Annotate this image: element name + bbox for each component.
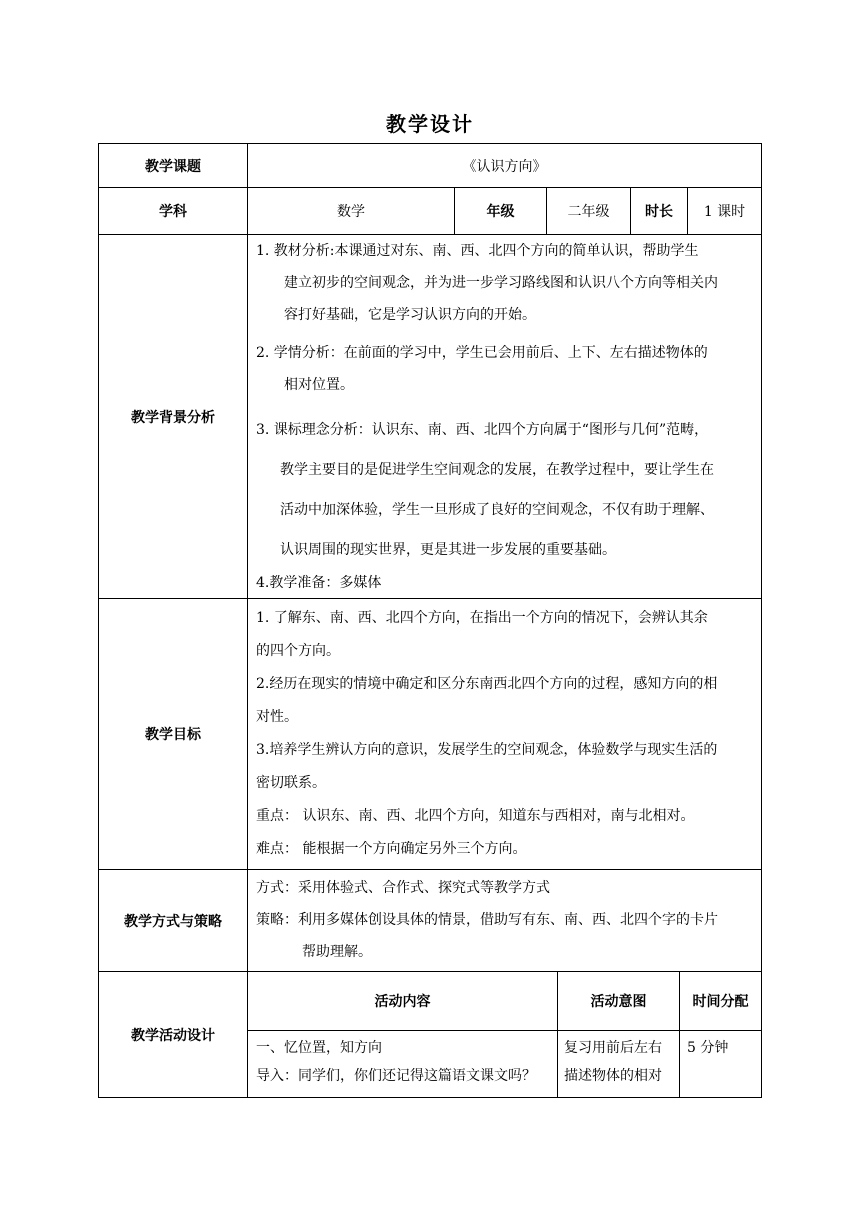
key-point: 重点： 认识东、南、西、北四个方向，知道东与西相对，南与北相对。 [256,808,695,824]
background-item-1-line: 1. 教材分析:本课通过对东、南、西、北四个方向的简单认识，帮助学生 [256,243,699,259]
background-item-2-line: 2. 学情分析：在前面的学习中，学生已会用前后、上下、左右描述物体的 [256,345,708,361]
objectives-line: 的四个方向。 [256,643,340,659]
table-rule [247,1030,762,1031]
objectives-list [256,602,717,866]
grade-value: 二年级 [567,204,610,220]
activity-intent-line: 复习用前后左右 [564,1040,662,1056]
objectives-line: 对性。 [256,709,298,725]
document-title: 教学设计 [386,112,474,136]
activity-content-line: 导入：同学们，你们还记得这篇语文课文吗？ [256,1068,536,1084]
table-rule [247,143,248,1098]
background-item-2-line: 相对位置。 [284,377,354,393]
col-header-intent: 活动意图 [590,994,647,1010]
duration-value: 1 课时 [703,204,746,220]
activities-label: 教学活动设计 [131,1027,215,1044]
activity-content-line: 一、忆位置，知方向 [256,1040,382,1056]
topic-value: 《认识方向》 [462,158,547,175]
background-item-1-line: 建立初步的空间观念，并为进一步学习路线图和认识八个方向等相关内 [284,275,718,291]
objectives-label: 教学目标 [145,727,201,743]
grade-label: 年级 [486,204,515,220]
background-item-3-line: 认识周围的现实世界，更是其进一步发展的重要基础。 [280,542,616,558]
background-item-2 [256,337,708,401]
subject-value: 数学 [337,204,365,220]
activity-content [256,1034,536,1090]
background-item-3-line: 教学主要目的是促进学生空间观念的发展，在教学过程中，要让学生在 [280,462,714,478]
objectives-line: 3.培养学生辨认方向的意识，发展学生的空间观念，体验数学与现实生活的 [256,742,718,758]
background-item-1 [256,235,718,331]
duration-label: 时长 [645,204,673,220]
background-item-3 [256,410,714,570]
objectives-line: 密切联系。 [256,775,326,791]
col-header-content: 活动内容 [374,994,431,1010]
topic-label: 教学课题 [145,158,201,175]
background-item-3-line: 3. 课标理念分析：认识东、南、西、北四个方向属于“图形与几何”范畴， [256,422,709,438]
methods-line: 帮助理解。 [302,944,372,960]
methods-line: 方式：采用体验式、合作式、探究式等教学方式 [256,880,550,896]
background-item-1-line: 容打好基础，它是学习认识方向的开始。 [284,307,536,323]
background-item-4: 4.教学准备：多媒体 [256,575,382,591]
activity-intent [564,1034,662,1090]
methods-label: 教学方式与策略 [124,913,222,930]
table-rule [98,1097,762,1098]
table-rule [761,143,762,1098]
background-label: 教学背景分析 [131,409,215,426]
col-header-time: 时间分配 [692,994,749,1010]
subject-label: 学科 [159,204,187,220]
methods-text [256,872,718,968]
activity-intent-line: 描述物体的相对 [564,1068,662,1084]
objectives-line: 2.经历在现实的情境中确定和区分东南西北四个方向的过程，感知方向的相 [256,676,718,692]
activity-time: 5 分钟 [687,1040,729,1056]
methods-line: 策略：利用多媒体创设具体的情景，借助写有东、南、西、北四个字的卡片 [256,912,718,928]
difficult-point: 难点： 能根据一个方向确定另外三个方向。 [256,841,527,857]
objectives-line: 1. 了解东、南、西、北四个方向，在指出一个方向的情况下，会辨认其余 [256,610,708,626]
background-item-3-line: 活动中加深体验，学生一旦形成了良好的空间观念，不仅有助于理解、 [280,502,714,518]
